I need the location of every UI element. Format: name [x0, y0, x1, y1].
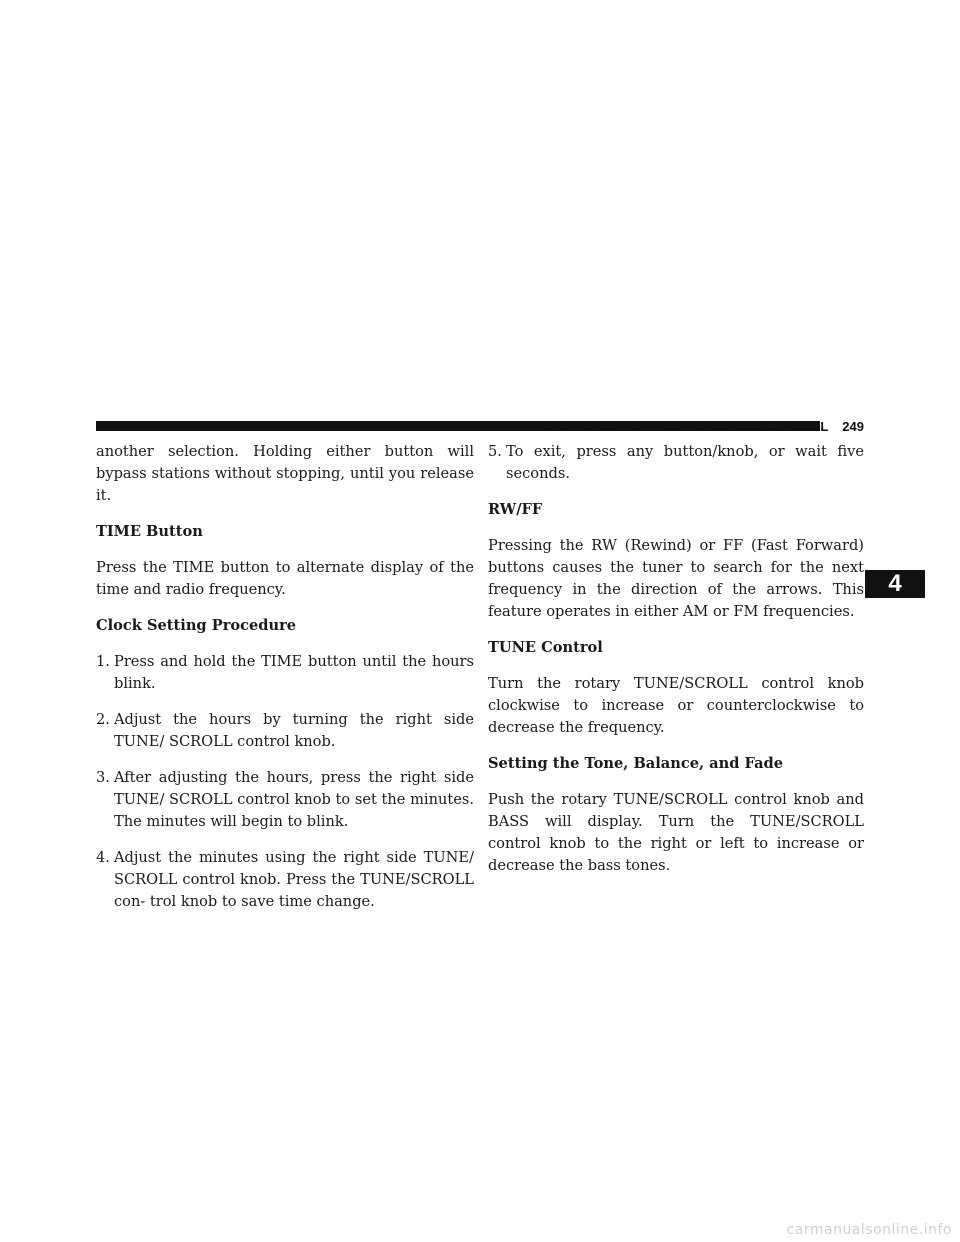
tone-balance-fade-heading: Setting the Tone, Balance, and Fade [488, 755, 784, 772]
step-number: 1. [96, 653, 110, 670]
list-item [96, 651, 474, 695]
clock-setting-steps [96, 651, 474, 913]
tone-balance-fade-paragraph: Push the rotary TUNE/SCROLL control knob and BASS will display. Turn the TUNE/SCROLL control knob to the right or left to increase or decrease the bass tones. [488, 791, 864, 874]
time-button-heading: TIME Button [96, 523, 203, 540]
chapter-tab: 4 [865, 570, 925, 598]
step-text: Adjust the minutes using the right side TUNE/ SCROLL control knob. Press the TUNE/SCROLL con- trol knob to save time change. [114, 849, 474, 910]
step-number: 5. [488, 443, 502, 460]
left-column [96, 441, 474, 927]
rwff-heading: RW/FF [488, 501, 543, 518]
intro-paragraph: another selection. Holding either button will bypass stations without stopping, until you release it. [96, 443, 474, 504]
tune-control-heading: TUNE Control [488, 639, 603, 656]
section-title: UNDERSTANDING YOUR INSTRUMENT PANEL [538, 418, 829, 434]
step-number: 2. [96, 711, 110, 728]
step-text: After adjusting the hours, press the right side TUNE/ SCROLL control knob to set the minutes. The minutes will begin to blink. [114, 769, 474, 830]
list-item [96, 767, 474, 833]
list-item [96, 847, 474, 913]
clock-setting-heading: Clock Setting Procedure [96, 617, 297, 634]
step-text: Press and hold the TIME button until the hours blink. [114, 653, 474, 692]
watermark: carmanualsonline.info [786, 1222, 952, 1238]
step-text: Adjust the hours by turning the right side TUNE/ SCROLL control knob. [114, 711, 474, 750]
rwff-paragraph: Pressing the RW (Rewind) or FF (Fast Forward) buttons causes the tuner to search for the next frequency in the direction of the arrows. This feature operates in either AM or FM frequencies. [488, 537, 864, 620]
list-item [96, 709, 474, 753]
tune-control-paragraph: Turn the rotary TUNE/SCROLL control knob clockwise to increase or counterclockwise to decrease the frequency. [488, 675, 864, 736]
clock-setting-steps-continued [488, 441, 864, 485]
page-header [539, 418, 864, 434]
step-number: 4. [96, 849, 110, 866]
time-button-paragraph: Press the TIME button to alternate display of the time and radio frequency. [96, 559, 474, 598]
step-number: 3. [96, 769, 110, 786]
step-text: To exit, press any button/knob, or wait five seconds. [506, 443, 864, 482]
right-column [488, 441, 864, 891]
list-item [488, 441, 864, 485]
page-number: 249 [842, 418, 864, 434]
